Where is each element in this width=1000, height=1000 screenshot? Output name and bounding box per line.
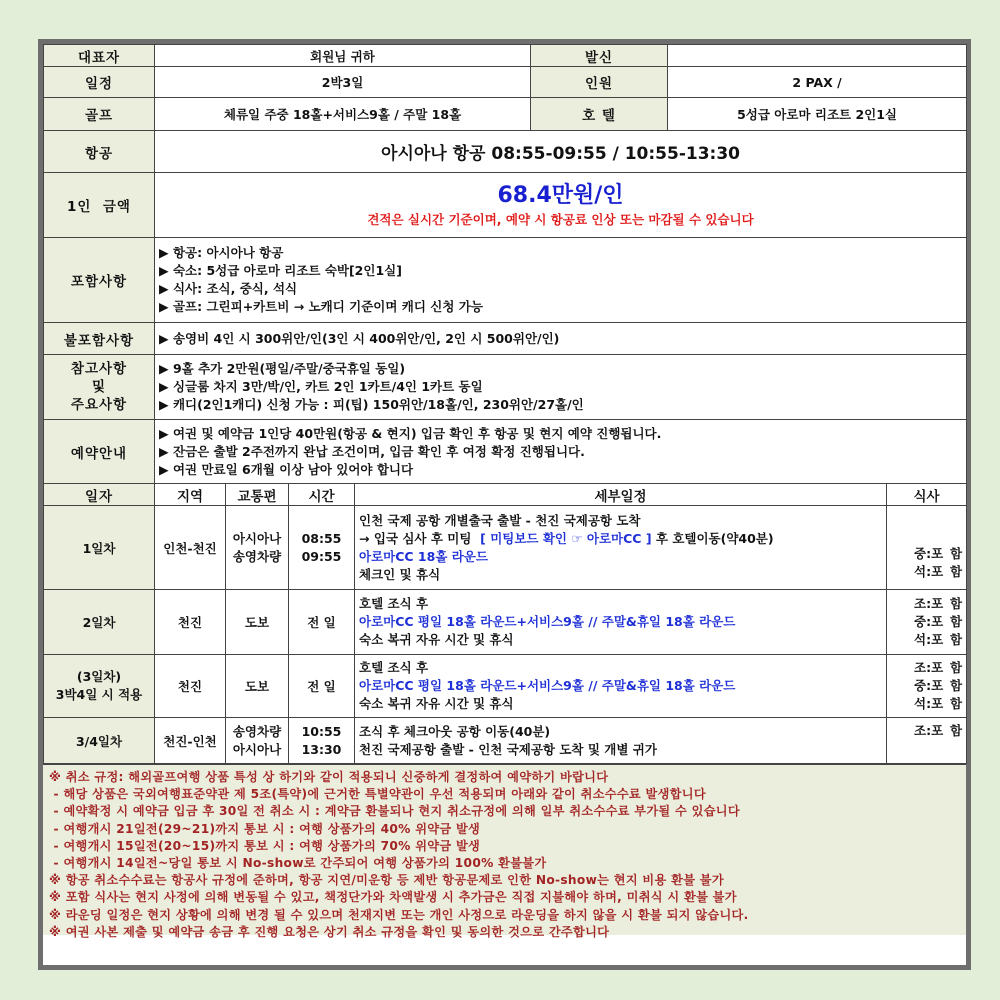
hotel-value: 5성급 아로마 리조트 2인1실: [668, 98, 967, 131]
sender-label: 발신: [531, 45, 668, 67]
detail-line: 체크인 및 휴식: [359, 566, 441, 582]
detail-line: 인천 국제 공항 개별출국 출발 - 천진 국제공항 도착: [359, 512, 641, 528]
row-golf-hotel: [44, 98, 967, 131]
itinerary-row: [44, 655, 967, 718]
meal-value: 함: [949, 614, 963, 629]
meals-cell: [887, 590, 967, 655]
detail-line: 호텔 조식 후: [359, 596, 429, 611]
notes-item: ▶ 싱글룸 차지 3만/박/인, 카트 2인 1카트/4인 1카트 동일: [159, 379, 483, 394]
terms-line: ※ 포함 식사는 현지 사정에 의해 변동될 수 있고, 책정단가와 차액발생 시 추가금은 직접 지불해야 하며, 미취식 시 환불 불가: [49, 890, 737, 905]
time-cell: [289, 718, 355, 764]
day-line: (3일차): [76, 669, 122, 684]
transport-cell: [226, 506, 289, 590]
row-booking: [44, 420, 967, 484]
col-meals: 식사: [887, 484, 967, 506]
booking-item: ▶ 여권 및 예약금 1인당 40만원(항공 & 현지) 입금 확인 후 항공 및 현지 예약 진행됩니다.: [159, 425, 662, 441]
pax-value: 2 PAX /: [668, 67, 967, 98]
time-cell: 전 일: [289, 590, 355, 655]
terms-line: - 해당 상품은 국외여행표준약관 제 5조(특약)에 근거한 특별약관이 우선 적용되며 아래와 같이 취소수수료 발생합니다: [49, 787, 706, 802]
meal-key: 조:포: [914, 596, 944, 611]
meal-value: 함: [949, 660, 963, 675]
pax-label: 인원: [531, 67, 668, 98]
col-day: 일자: [44, 484, 155, 506]
notes-item: ▶ 9홀 추가 2만원(평일/주말/중국휴일 동일): [159, 361, 406, 376]
row-included: [44, 238, 967, 323]
meal-line: [891, 545, 962, 563]
terms-line: - 여행개시 14일전~당일 통보 시 No-show로 간주되어 여행 상품가의 100% 환불불가: [49, 856, 547, 871]
air-label: 항공: [44, 131, 155, 173]
meal-key: 중:포: [914, 546, 944, 561]
details-cell: [355, 590, 887, 655]
terms-line: ※ 항공 취소수수료는 항공사 규정에 준하며, 항공 지연/미운항 등 제반 항공문제로 인한 No-show는 현지 비용 환불 불가: [49, 873, 724, 888]
col-time: 시간: [289, 484, 355, 506]
detail-text: 후 호텔이동(약40분): [651, 530, 774, 546]
col-transport: 교통편: [226, 484, 289, 506]
notes-label: [44, 355, 155, 420]
terms-line: - 여행개시 15일전(20~15)까지 통보 시 : 여행 상품가의 70% 위약금 발생: [49, 838, 481, 853]
row-schedule: [44, 67, 967, 98]
meal-line: [891, 613, 962, 631]
rep-label: 대표자: [44, 45, 155, 67]
row-notes: [44, 355, 967, 420]
terms-line: - 여행개시 21일전(29~21)까지 통보 시 : 여행 상품가의 40% 위약금 발생: [49, 821, 481, 836]
notes-label-line: 참고사항: [70, 361, 128, 377]
golf-value: 체류일 주중 18홀+서비스9홀 / 주말 18홀: [155, 98, 531, 131]
row-representative: [44, 45, 967, 67]
booking-list: [155, 420, 967, 484]
time-line: 08:55: [301, 530, 342, 546]
col-details: 세부일정: [355, 484, 887, 506]
quote-table: [43, 44, 967, 764]
region-cell: 인천-천진: [155, 506, 226, 590]
detail-line: 아로마CC 18홀 라운드: [359, 548, 488, 564]
meal-value: 함: [949, 564, 963, 579]
meal-value: 함: [949, 678, 963, 693]
region-cell: 천진: [155, 590, 226, 655]
transport-cell: 도보: [226, 655, 289, 718]
detail-line: 호텔 조식 후: [359, 660, 429, 675]
meal-line: [891, 659, 962, 677]
booking-label: 예약안내: [44, 420, 155, 484]
meal-value: 함: [949, 723, 963, 738]
meal-key: 중:포: [914, 614, 944, 629]
row-price: [44, 173, 967, 238]
meal-line: [891, 595, 962, 613]
included-item: ▶ 항공: 아시아나 항공: [159, 245, 284, 260]
excluded-item: ▶ 송영비 4인 시 300위안/인(3인 시 400위안/인, 2인 시 500위안/인): [159, 330, 560, 346]
excluded-label: 불포함사항: [44, 323, 155, 355]
meals-cell: [887, 718, 967, 764]
detail-line: 숙소 복귀 자유 시간 및 휴식: [359, 632, 514, 647]
itinerary-header: [44, 484, 967, 506]
day-cell: [44, 655, 155, 718]
meal-line: [891, 722, 962, 740]
region-cell: 천진-인천: [155, 718, 226, 764]
meal-line: [891, 631, 962, 649]
notes-label-line: 주요사항: [70, 397, 128, 413]
booking-item: ▶ 잔금은 출발 2주전까지 완납 조건이며, 입금 확인 후 여정 확정 진행됩니다.: [159, 443, 585, 459]
booking-item: ▶ 여권 만료일 6개월 이상 남아 있어야 합니다: [159, 461, 414, 477]
meal-value: 함: [949, 596, 963, 611]
time-line: 09:55: [301, 548, 342, 564]
itinerary-row: [44, 590, 967, 655]
included-item: ▶ 골프: 그린피+카트비 → 노캐디 기준이며 캐디 신청 가능: [159, 299, 483, 314]
included-list: [155, 238, 967, 323]
transport-line: 아시아나: [232, 530, 282, 546]
terms-line: ※ 여권 사본 제출 및 예약금 송금 후 진행 요청은 상기 취소 규정을 확인 및 동의한 것으로 간주합니다: [49, 924, 610, 939]
detail-line: 천진 국제공항 출발 - 인천 국제공항 도착 및 개별 귀가: [359, 741, 657, 757]
day-cell: 2일차: [44, 590, 155, 655]
schedule-value: 2박3일: [155, 67, 531, 98]
meal-value: 함: [949, 546, 963, 561]
meal-line: [891, 563, 962, 581]
meeting-board-note: [ 미팅보드 확인 ☞ 아로마CC ]: [480, 530, 652, 546]
meals-cell: [887, 655, 967, 718]
included-label: 포함사항: [44, 238, 155, 323]
meals-cell: [887, 506, 967, 590]
meal-line: [891, 695, 962, 713]
cancellation-terms: [43, 764, 966, 939]
meal-value: 함: [949, 696, 963, 711]
meal-key: 석:포: [914, 696, 944, 711]
meal-key: 중:포: [914, 678, 944, 693]
price-note: 견적은 실시간 기준이며, 예약 시 항공료 인상 또는 마감될 수 있습니다: [367, 212, 754, 227]
price-label: 1인 금액: [44, 173, 155, 238]
transport-line: 아시아나: [232, 741, 282, 757]
notes-list: [155, 355, 967, 420]
included-item: ▶ 숙소: 5성급 아로마 리조트 숙박[2인1실]: [159, 263, 402, 278]
meal-key: 조:포: [914, 660, 944, 675]
golf-label: 골프: [44, 98, 155, 131]
day-cell: 1일차: [44, 506, 155, 590]
col-region: 지역: [155, 484, 226, 506]
meal-key: 석:포: [914, 632, 944, 647]
itinerary-row: [44, 506, 967, 590]
transport-cell: [226, 718, 289, 764]
meal-line: [891, 677, 962, 695]
price-cell: [155, 173, 967, 238]
row-airline: [44, 131, 967, 173]
notes-item: ▶ 캐디(2인1캐디) 신청 가능 : 피(팁) 150위안/18홀/인, 230위안/27홀/인: [159, 397, 584, 412]
terms-line: ※ 취소 규정: 해외골프여행 상품 특성 상 하기와 같이 적용되니 신중하게 결정하여 예약하기 바랍니다: [49, 770, 609, 784]
meal-value: 함: [949, 632, 963, 647]
air-value: 아시아나 항공 08:55-09:55 / 10:55-13:30: [155, 131, 967, 173]
details-cell: [355, 506, 887, 590]
day-line: 3박4일 시 적용: [55, 687, 143, 702]
detail-line: 숙소 복귀 자유 시간 및 휴식: [359, 696, 514, 711]
schedule-label: 일정: [44, 67, 155, 98]
day-cell: 3/4일차: [44, 718, 155, 764]
terms-line: ※ 라운딩 일정은 현지 상황에 의해 변경 될 수 있으며 천재지변 또는 개인 사정으로 라운딩을 하지 않을 시 환불 되지 않습니다.: [49, 907, 749, 922]
details-cell: [355, 655, 887, 718]
excluded-list: [155, 323, 967, 355]
rep-value: 회원님 귀하: [155, 45, 531, 67]
detail-line: 아로마CC 평일 18홀 라운드+서비스9홀 // 주말&휴일 18홀 라운드: [359, 614, 736, 629]
quote-document: [38, 39, 971, 970]
detail-text: → 입국 심사 후 미팅: [359, 530, 481, 546]
sender-value: [668, 45, 967, 67]
detail-line: 조식 후 체크아웃 공항 이동(40분): [359, 723, 551, 739]
detail-line: [359, 530, 882, 548]
detail-line: 아로마CC 평일 18홀 라운드+서비스9홀 // 주말&휴일 18홀 라운드: [359, 678, 736, 693]
meal-key: 석:포: [914, 564, 944, 579]
details-cell: [355, 718, 887, 764]
included-item: ▶ 식사: 조식, 중식, 석식: [159, 281, 298, 296]
row-excluded: [44, 323, 967, 355]
time-cell: [289, 506, 355, 590]
transport-line: 송영차량: [232, 548, 282, 564]
time-line: 13:30: [301, 741, 342, 757]
price-value: 68.4만원/인: [497, 183, 624, 208]
notes-label-line: 및: [91, 379, 107, 395]
time-line: 10:55: [301, 723, 342, 739]
meal-key: 조:포: [914, 723, 944, 738]
itinerary-row: [44, 718, 967, 764]
time-cell: 전 일: [289, 655, 355, 718]
terms-line: - 예약확정 시 예약금 입금 후 30일 전 취소 시 : 계약금 환불되나 현지 취소규정에 의해 일부 취소수수료 부가될 수 있습니다: [49, 804, 740, 819]
hotel-label: 호 텔: [531, 98, 668, 131]
transport-cell: 도보: [226, 590, 289, 655]
region-cell: 천진: [155, 655, 226, 718]
transport-line: 송영차량: [232, 723, 282, 739]
